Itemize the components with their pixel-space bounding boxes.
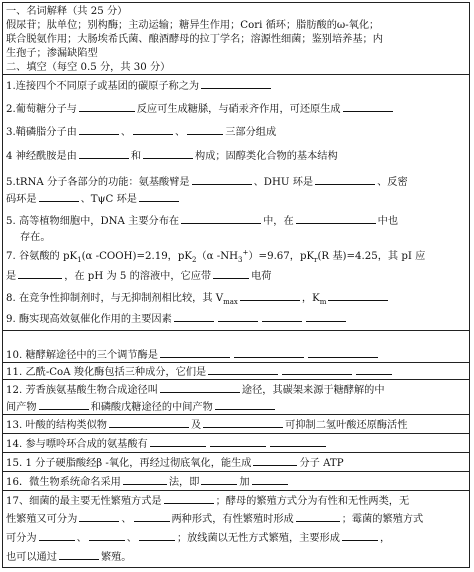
q13-text-b: 及 <box>190 420 202 431</box>
answer-blank[interactable] <box>296 512 340 522</box>
answer-blank[interactable] <box>262 312 302 322</box>
answer-blank[interactable] <box>210 437 266 447</box>
question-7-cont <box>6 269 467 283</box>
q16-text-a: 16．微生物系统命名采用 <box>6 477 121 488</box>
q3-text-a: 3.鞘磷脂分子由 <box>6 127 77 138</box>
answer-blank[interactable] <box>213 269 249 279</box>
answer-blank[interactable] <box>123 475 167 485</box>
q5-text-e: 、TψC 环是 <box>80 194 137 205</box>
answer-blank[interactable] <box>253 456 297 466</box>
q4-text-a: 4 神经酰胺是由 <box>6 151 77 162</box>
q9-text: 9. 酶实现高效氨催化作用的主要因素 <box>6 314 172 325</box>
q7-text-e: （α -NH <box>196 251 239 262</box>
question-1 <box>6 79 467 93</box>
answer-blank[interactable] <box>174 312 214 322</box>
q17-text-g: 可分为 <box>6 533 37 544</box>
question-5 <box>6 175 467 189</box>
q17-text-i: ；放线菌以无性方式繁殖，主要形成 <box>176 533 340 544</box>
q7-text-a: 7. 谷氨酸的 pK <box>6 251 78 262</box>
q7-sup-plus: + <box>242 250 249 257</box>
q15-text-b: 分子 ATP <box>299 458 344 469</box>
answer-blank[interactable] <box>39 400 89 410</box>
q8-text-c: ，K <box>301 293 320 304</box>
answer-blank[interactable] <box>203 418 283 428</box>
row-divider <box>3 490 469 491</box>
q12-text-c: 间产物 <box>6 402 37 413</box>
answer-blank[interactable] <box>150 437 206 447</box>
answer-blank[interactable] <box>234 348 304 358</box>
q17-text-e: 两种形式，有性繁殖时形成 <box>171 514 294 525</box>
q5-text-c: 、反密 <box>377 177 408 188</box>
q7-text-j: (R 基)=4.25，其 pI 应 <box>317 251 426 262</box>
q6-text-a: 5. 高等植物细胞中，DNA 主要分布在 <box>6 216 180 227</box>
q6-text-c: 中也 <box>377 216 399 227</box>
question-2 <box>6 102 467 116</box>
q2-text-b: 反应可生成糖脎，与硝汞齐作用，可还原生成 <box>136 104 341 115</box>
q8-sub-m: m <box>319 298 327 305</box>
answer-blank[interactable] <box>343 102 393 112</box>
q12-text-a: 12. 芳香族氨基酸生物合成途径叫 <box>6 385 158 396</box>
terms-line-2: 联合脱氨作用；大肠埃希氏菌、酿酒酵母的拉丁学名；溶源性细菌；鉴别培养基；内 <box>6 34 383 45</box>
answer-blank[interactable] <box>39 531 75 541</box>
answer-blank[interactable] <box>296 214 376 224</box>
answer-blank[interactable] <box>315 175 375 185</box>
answer-blank[interactable] <box>139 192 179 202</box>
exam-document <box>2 2 470 568</box>
q7-sub-3: 3 <box>238 256 243 263</box>
q7-text-c: (α -COOH)=2.19，pK <box>81 251 192 262</box>
section2-title: 二、填空（每空 0.5 分，共 30 分） <box>6 62 171 73</box>
question-3 <box>6 125 467 139</box>
q1-text: 1.连接四个不同原子或基团的碳原子称之为 <box>6 81 200 92</box>
q7-text-k: 是 <box>6 271 17 282</box>
q6-text-b: 中，在 <box>263 216 294 227</box>
q17-text-k: 也可以通过 <box>6 552 57 563</box>
answer-blank[interactable] <box>109 418 189 428</box>
terms-line-3: 生孢子；渗漏缺陷型 <box>6 48 98 59</box>
answer-blank[interactable] <box>133 125 173 135</box>
q17-text-j: ， <box>379 533 391 544</box>
answer-blank[interactable] <box>342 531 378 541</box>
question-8 <box>6 291 467 305</box>
q17-text-h2: 、 <box>126 533 137 544</box>
answer-blank[interactable] <box>270 437 326 447</box>
question-14 <box>6 437 467 451</box>
row-divider <box>3 452 469 453</box>
q7-sub-2: 2 <box>192 256 197 263</box>
row-divider <box>3 433 469 434</box>
question-5-cont <box>6 192 467 206</box>
q17-text-l: 繁殖。 <box>100 552 132 563</box>
q6-text-d: 存在。 <box>20 232 51 243</box>
q7-text-h: ）=9.67，pK <box>248 251 315 262</box>
q16-text-b: 法，即 <box>168 477 200 488</box>
question-15 <box>6 456 467 470</box>
q13-text-a: 13. 叶酸的结构类似物 <box>6 420 107 431</box>
answer-blank[interactable] <box>282 365 352 375</box>
question-6-cont <box>6 231 467 244</box>
answer-blank[interactable] <box>18 269 62 279</box>
q7-sub-1: 1 <box>77 256 82 263</box>
q7-text-l: ，在 pH 为 5 的溶液中，它应带 <box>64 271 212 282</box>
q12-text-b: 途径，其碳架来源于糖酵解的中 <box>241 385 385 396</box>
answer-blank[interactable] <box>160 348 230 358</box>
answer-blank[interactable] <box>187 125 223 135</box>
answer-blank[interactable] <box>79 512 119 522</box>
question-10 <box>6 348 467 362</box>
answer-blank[interactable] <box>79 125 119 135</box>
q2-text-a: 2.葡萄糖分子与 <box>6 104 77 115</box>
answer-blank[interactable] <box>79 149 129 159</box>
answer-blank[interactable] <box>192 175 252 185</box>
answer-blank[interactable] <box>39 192 79 202</box>
question-16 <box>6 475 467 489</box>
row-divider <box>3 471 469 472</box>
question-7 <box>6 250 467 263</box>
q17-text-d: 、 <box>121 514 132 525</box>
answer-blank[interactable] <box>134 512 170 522</box>
q13-text-c: 可抑制二氢叶酸还原酶活性 <box>285 420 408 431</box>
row-divider <box>3 330 469 331</box>
answer-blank[interactable] <box>181 214 261 224</box>
section1-title: 一、名词解释（共 25 分） <box>6 6 128 17</box>
answer-blank[interactable] <box>308 348 378 358</box>
answer-blank[interactable] <box>240 291 300 301</box>
q17-text-c: 性繁殖又可分为 <box>6 514 78 525</box>
question-17 <box>6 494 467 508</box>
q3-text-b: 、 <box>120 127 132 138</box>
q12-text-d: 和磷酸戊糖途径的中间产物 <box>90 402 213 413</box>
q14-text: 14. 参与嘌呤环合成的氨基酸有 <box>6 439 148 450</box>
question-9 <box>6 312 467 326</box>
answer-blank[interactable] <box>160 383 240 393</box>
q3-text-c: 三部分组成 <box>225 127 277 138</box>
row-divider <box>3 414 469 415</box>
q4-text-c: 构成；固醇类化合物的基本结构 <box>195 151 338 162</box>
q15-text-a: 15. 1 分子硬脂酸经β -氧化，再经过彻底氧化，能生成 <box>6 458 252 469</box>
row-divider <box>3 74 469 75</box>
q17-text-h: 、 <box>76 533 87 544</box>
question-13 <box>6 418 467 432</box>
terms-line-1: 假尿苷；肽单位；别构酶；主动运输；糖异生作用；Cori 循环；脂肪酸的ω-氧化； <box>6 20 380 31</box>
q5-text-a: 5.tRNA 分子各部分的功能：氨基酸臂是 <box>6 177 190 188</box>
q8-sub-max: max <box>223 298 238 305</box>
q5-text-b: 、DHU 环是 <box>253 177 314 188</box>
answer-blank[interactable] <box>201 475 237 485</box>
answer-blank[interactable] <box>143 149 193 159</box>
q17-text-f: ；霉菌的繁殖方式 <box>341 514 424 525</box>
answer-blank[interactable] <box>215 400 275 410</box>
answer-blank[interactable] <box>139 531 175 541</box>
answer-blank[interactable] <box>356 365 392 375</box>
q7-text-m: 电荷 <box>251 271 272 282</box>
row-divider <box>3 379 469 380</box>
answer-blank[interactable] <box>328 291 388 301</box>
answer-blank[interactable] <box>201 79 271 89</box>
q3-text-b2: 、 <box>175 127 186 138</box>
q7-sub-r: r <box>314 256 318 263</box>
answer-blank[interactable] <box>59 550 99 560</box>
answer-blank[interactable] <box>89 531 125 541</box>
question-17-cont-3 <box>6 550 467 564</box>
q17-text-a: 17、细菌的最主要无性繁殖方式是 <box>6 496 162 507</box>
answer-blank[interactable] <box>164 494 214 504</box>
q17-text-b: ；酵母的繁殖方式分为有性和无性两类，无 <box>215 496 410 507</box>
q10-text: 10. 糖酵解途径中的三个调节酶是 <box>6 350 158 361</box>
answer-blank[interactable] <box>79 102 135 112</box>
q5-text-d: 码环是 <box>6 194 37 205</box>
question-17-cont-1 <box>6 512 467 526</box>
answer-blank[interactable] <box>218 312 258 322</box>
question-11 <box>6 365 467 379</box>
answer-blank[interactable] <box>252 475 288 485</box>
question-12 <box>6 383 467 397</box>
q4-text-b: 和 <box>130 151 142 162</box>
answer-blank[interactable] <box>208 365 278 375</box>
question-17-cont-2 <box>6 531 467 545</box>
question-6 <box>6 214 467 228</box>
row-divider <box>3 362 469 363</box>
q8-text-a: 8. 在竞争性抑制剂时，与无抑制剂相比较，其 V <box>6 293 224 304</box>
question-12-cont <box>6 400 467 414</box>
answer-blank[interactable] <box>306 312 346 322</box>
question-4 <box>6 149 467 163</box>
q16-text-c: 加 <box>239 477 250 488</box>
q11-text: 11. 乙酰-CoA 羧化酶包括三种成分，它们是 <box>6 367 207 378</box>
